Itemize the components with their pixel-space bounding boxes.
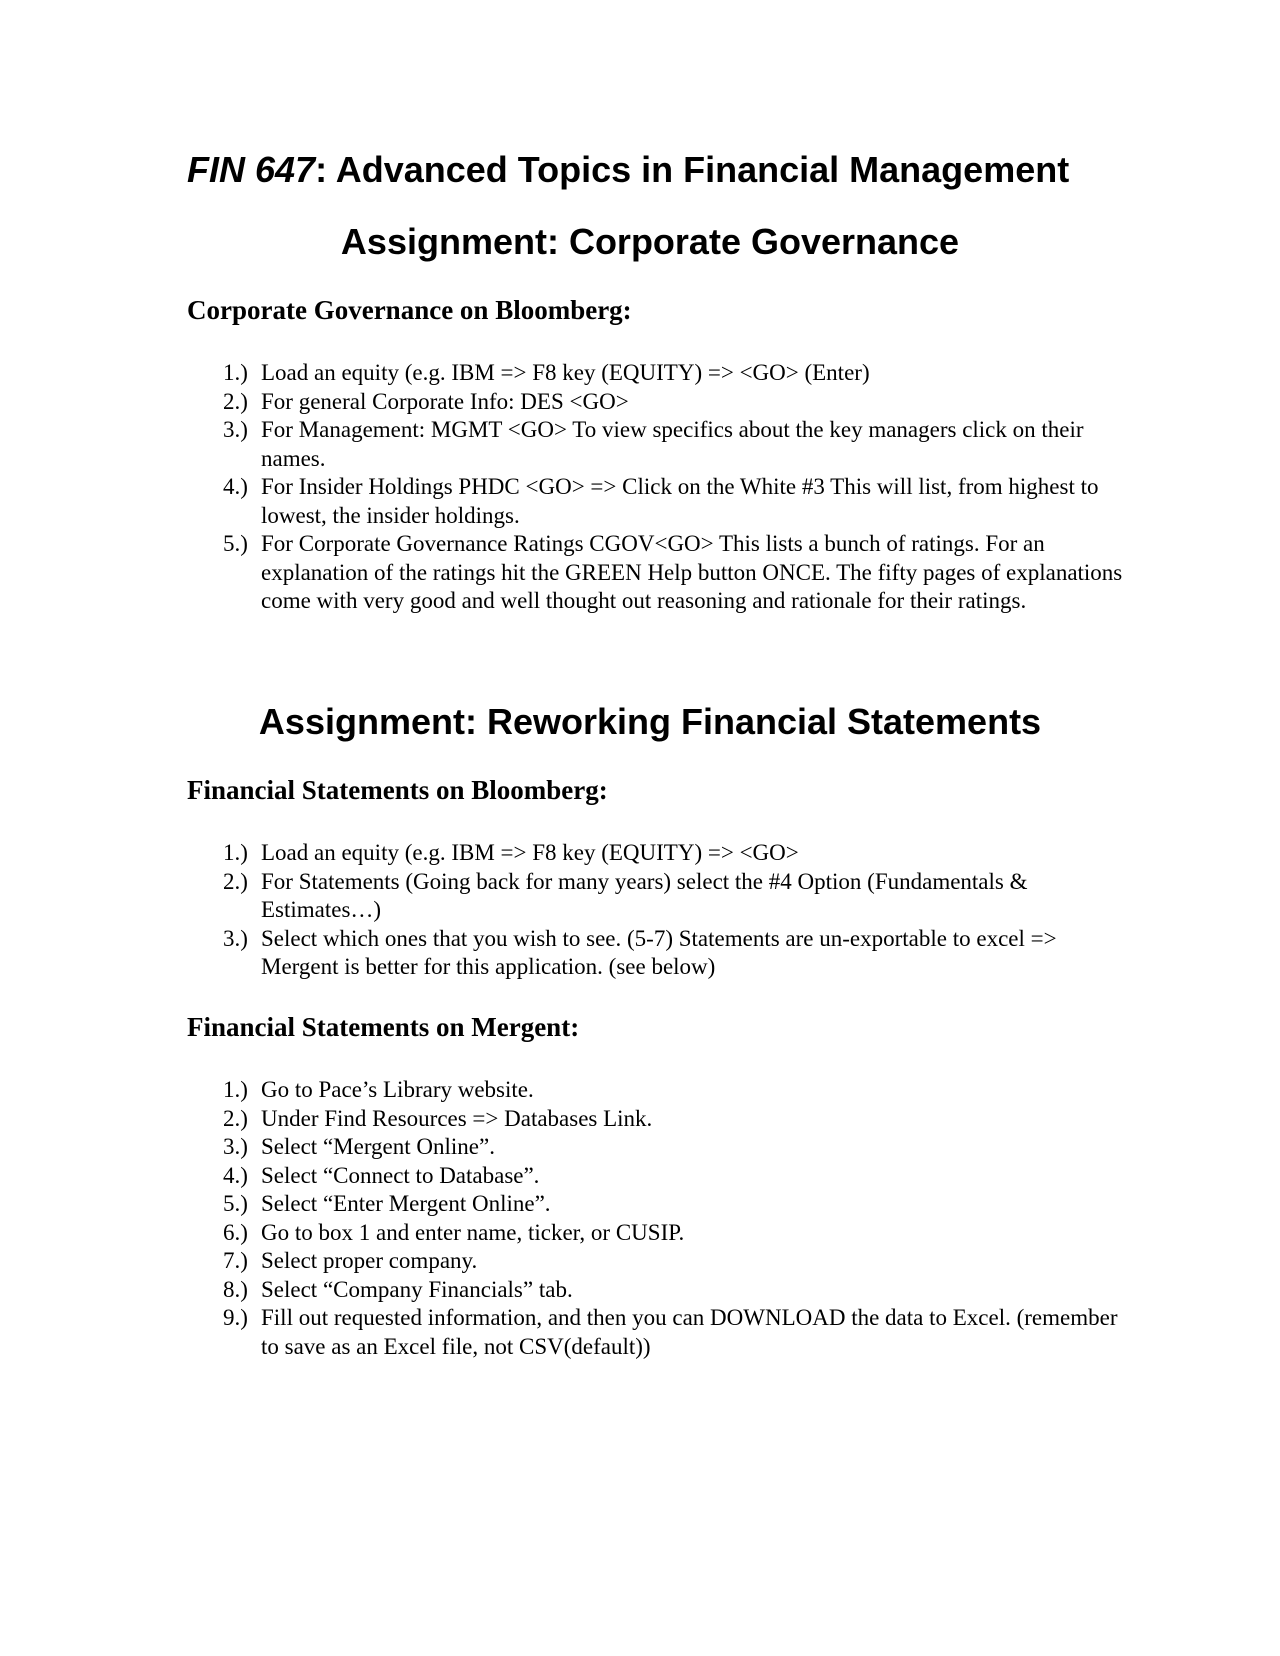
list-item: 6.) Go to box 1 and enter name, ticker, or CUSIP.	[223, 1219, 685, 1245]
list-item: 1.) Go to Pace’s Library website.	[223, 1077, 534, 1102]
course-title	[187, 148, 1187, 192]
list-item: 3.) Select “Mergent Online”.	[223, 1134, 495, 1159]
list-item: 9.) Fill out requested information, and then you can DOWNLOAD the data to Excel. (remember to save as an Excel file, not CSV(default))	[223, 1305, 1118, 1359]
list-item: 8.) Select “Company Financials” tab.	[223, 1276, 573, 1302]
section1-step-list	[187, 359, 1127, 616]
list-item: 4.) For Insider Holdings PHDC <GO> => Click on the White #3 This will list, from highest to lowest, the insider holdings.	[223, 474, 1099, 528]
course-code: FIN 647	[187, 149, 316, 190]
list-item: 7.) Select proper company.	[223, 1248, 478, 1273]
list-item: 2.) For Statements (Going back for many years) select the #4 Option (Fundamentals & Estimates…)	[223, 868, 1028, 922]
section1-title: Assignment: Corporate Governance	[340, 221, 960, 262]
list-item: 3.) Select which ones that you wish to see. (5-7) Statements are un-exportable to excel => Mergent is better for this application. (see below)	[223, 925, 1057, 979]
mergent-step-list	[187, 1076, 1127, 1361]
section2-title: Assignment: Reworking Financial Statements	[258, 701, 1042, 742]
bloomberg-subheading: Financial Statements on Bloomberg:	[187, 775, 608, 805]
list-item: 2.) For general Corporate Info: DES <GO>	[223, 388, 629, 414]
list-item: 2.) Under Find Resources => Databases Link.	[223, 1105, 653, 1131]
bloomberg-step-list	[187, 839, 1127, 982]
list-item: 5.) Select “Enter Mergent Online”.	[223, 1191, 551, 1216]
list-item: 1.) Load an equity (e.g. IBM => F8 key (EQUITY) => <GO> (Enter)	[223, 360, 870, 385]
mergent-subheading: Financial Statements on Mergent:	[187, 1012, 580, 1042]
list-item: 1.) Load an equity (e.g. IBM => F8 key (EQUITY) => <GO>	[223, 840, 799, 865]
list-item: 3.) For Management: MGMT <GO> To view specifics about the key managers click on their names.	[223, 417, 1084, 471]
list-item: 5.) For Corporate Governance Ratings CGOV<GO> This lists a bunch of ratings. For an explanation of the ratings hit the GREEN Help button ONCE. The fifty pages of explanations come with very good and well thought out reasoning and rationale for their ratings.	[223, 531, 1123, 613]
list-item: 4.) Select “Connect to Database”.	[223, 1162, 540, 1188]
section1-subheading: Corporate Governance on Bloomberg:	[187, 295, 632, 325]
course-name: : Advanced Topics in Financial Management	[315, 149, 1070, 190]
